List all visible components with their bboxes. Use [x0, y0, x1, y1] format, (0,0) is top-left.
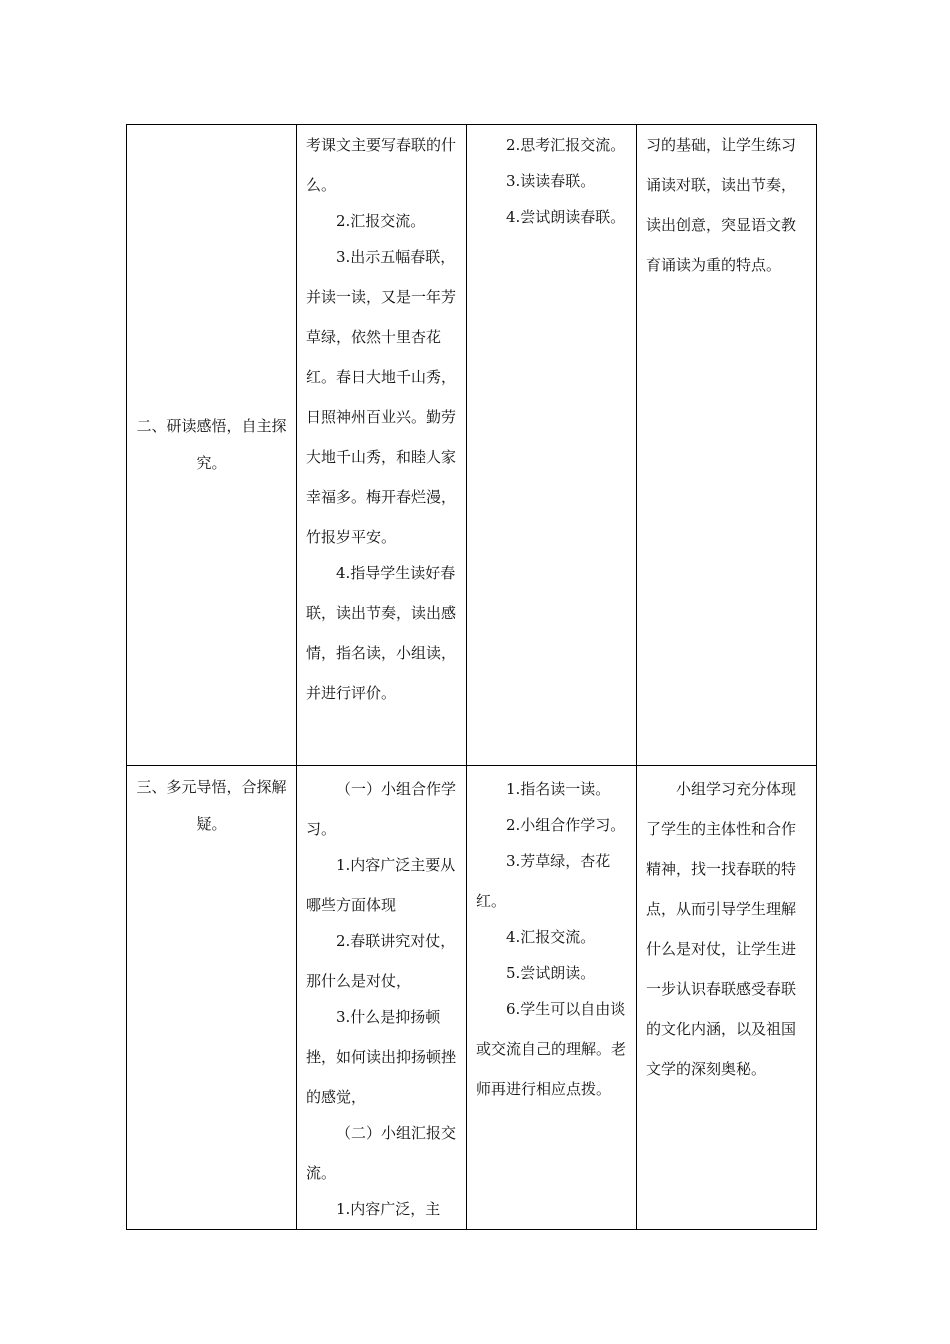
paragraph: 2.思考汇报交流。: [506, 136, 626, 154]
paragraph: 6.学生可以自由谈或交流自己的理解。老师再进行相应点拨。: [476, 1000, 627, 1098]
table-row: [127, 125, 817, 766]
paragraph: 5.尝试朗读。: [506, 964, 596, 982]
paragraph: 4.汇报交流。: [506, 928, 596, 946]
stage-cell: [127, 766, 297, 1230]
paragraph: 3.什么是抑扬顿挫，如何读出抑扬顿挫的感觉，: [306, 1008, 457, 1106]
paragraph: 习的基础，让学生练习诵读对联，读出节奏，读出创意，突显语文教育诵读为重的特点。: [646, 136, 797, 274]
stage-label: 三、多元导悟，合探解疑。: [136, 778, 287, 833]
design-intent-cell: [637, 125, 817, 766]
paragraph: 2.汇报交流。: [336, 212, 426, 230]
teacher-activity-cell: [297, 766, 467, 1230]
paragraph: （二）小组汇报交流。: [306, 1124, 457, 1182]
paragraph: （一）小组合作学习。: [306, 780, 457, 838]
teacher-activity-cell: [297, 125, 467, 766]
paragraph: 1.指名读一读。: [506, 780, 611, 798]
lesson-plan-table: [126, 124, 817, 1230]
paragraph: 3.读读春联。: [506, 172, 596, 190]
student-activity-cell: [467, 766, 637, 1230]
design-intent-cell: [637, 766, 817, 1230]
stage-label: 二、研读感悟，自主探究。: [136, 417, 287, 472]
paragraph: 3.芳草绿，杏花红。: [476, 852, 611, 910]
paragraph: 4.尝试朗读春联。: [506, 208, 626, 226]
paragraph: 考课文主要写春联的什么。: [306, 136, 457, 194]
paragraph: 3.出示五幅春联，并读一读，又是一年芳草绿，依然十里杏花红。春日大地千山秀，日照神州百业兴。勤劳大地千山秀，和睦人家幸福多。梅开春烂漫，竹报岁平安。: [306, 248, 457, 546]
paragraph: 1.内容广泛主要从哪些方面体现: [306, 856, 456, 914]
stage-cell: [127, 125, 297, 766]
table-row: [127, 766, 817, 1230]
paragraph: 2.小组合作学习。: [506, 816, 626, 834]
paragraph: 小组学习充分体现了学生的主体性和合作精神，找一找春联的特点，从而引导学生理解什么是对仗，让学生进一步认识春联感受春联的文化内涵，以及祖国文学的深刻奥秘。: [646, 780, 797, 1078]
paragraph: 4.指导学生读好春联，读出节奏，读出感情，指名读，小组读，并进行评价。: [306, 564, 457, 702]
student-activity-cell: [467, 125, 637, 766]
paragraph: 1.内容广泛，主: [336, 1200, 441, 1218]
paragraph: 2.春联讲究对仗，那什么是对仗，: [306, 932, 456, 990]
